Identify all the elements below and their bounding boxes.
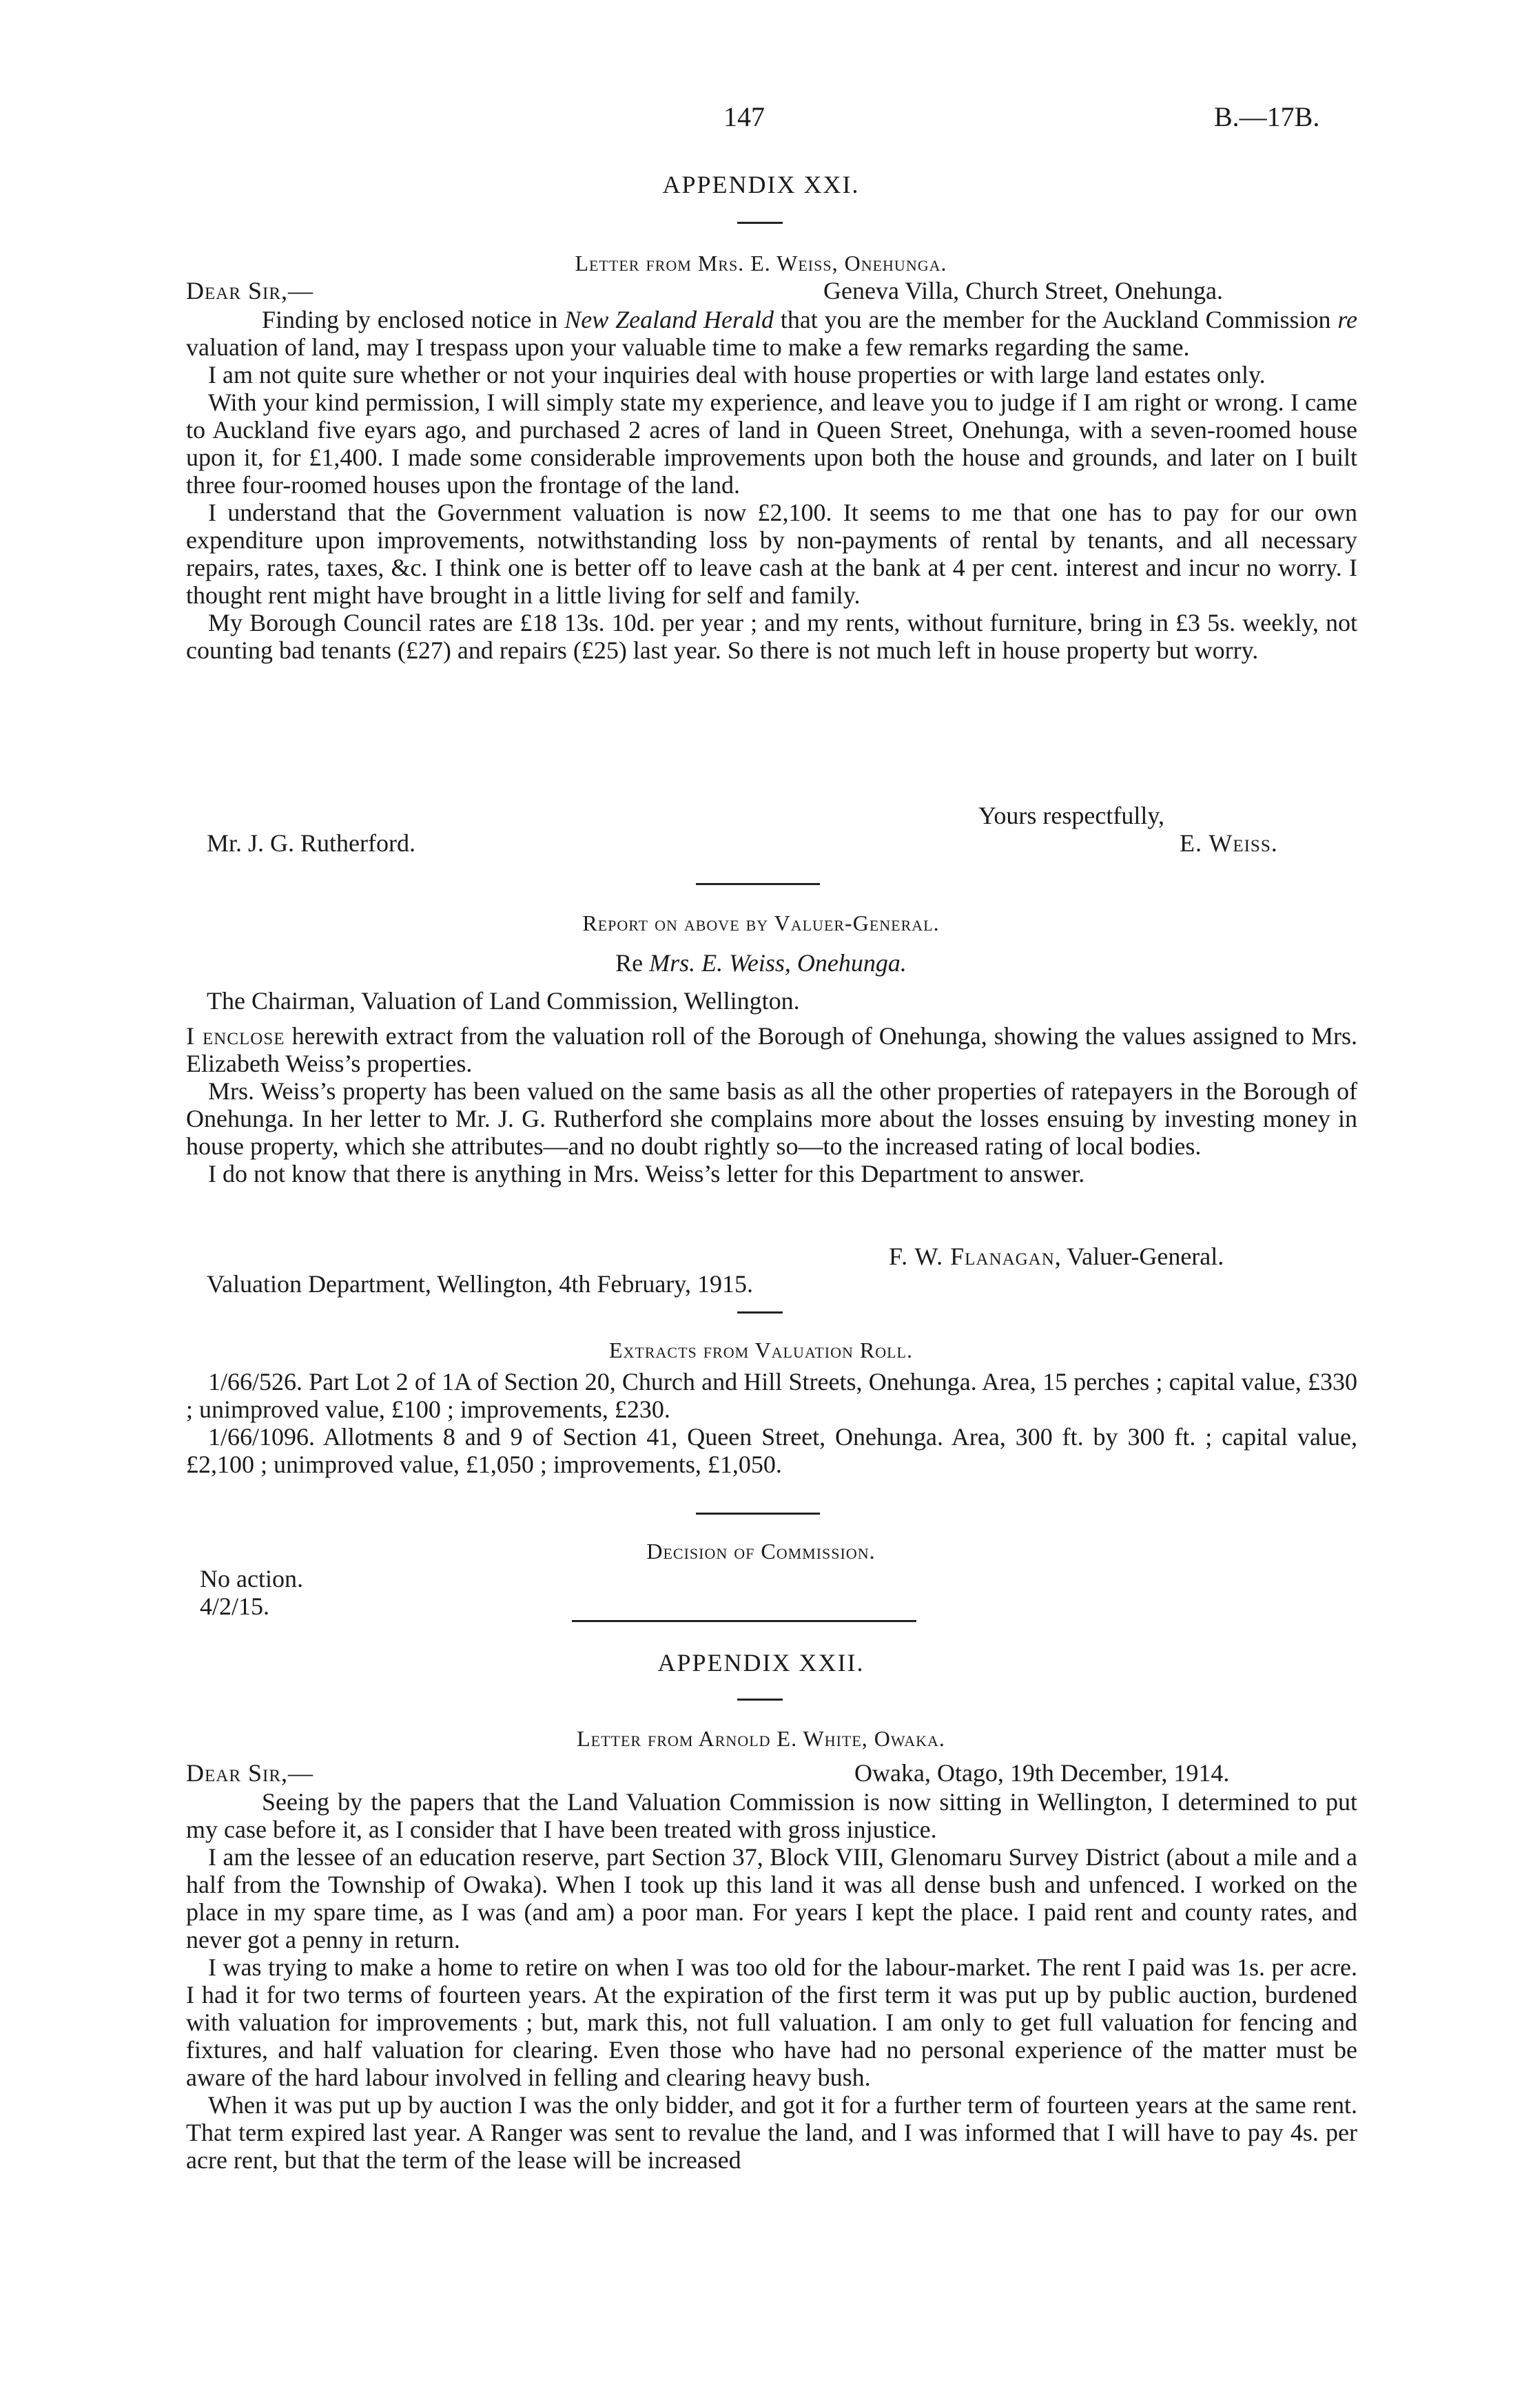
section-divider <box>696 883 820 885</box>
appendix-21-title: APPENDIX XXI. <box>662 171 860 198</box>
valuation-entry-1: 1/66/526. Part Lot 2 of 1A of Section 20, Church and Hill Streets, Onehunga. Area, 15 perches ; capital value, £330 ; unimproved value, £100 ; improvements, £230. <box>186 1368 1357 1423</box>
letter-heading-weiss: Letter from Mrs. E. Weiss, Onehunga. <box>575 251 947 276</box>
weiss-paragraph-1: Finding by enclosed notice in New Zealand Herald that you are the member for the Auckland Commission re valuation of land, may I trespass upon your valuable time to make a few remarks regarding the same. <box>186 306 1358 361</box>
decision-text: No action. <box>200 1565 303 1592</box>
white-paragraph-4: When it was put up by auction I was the only bidder, and got it for a further term of fourteen years at the same rent. That term expired last year. A Ranger was sent to revalue the land, and I was informed that I will have to pay 4s. per acre rent, but that the term of the lease will be increased <box>186 2091 1357 2174</box>
salutation-white: Dear Sir,— <box>186 1759 314 1787</box>
appendix-22-title: APPENDIX XXII. <box>657 1649 865 1677</box>
white-paragraph-1: Seeing by the papers that the Land Valuation Commission is now sitting in Wellington, I determined to put my case before it, as I consider that I have been treated with gross injustice. <box>186 1788 1357 1843</box>
decision-heading: Decision of Commission. <box>646 1539 876 1564</box>
white-paragraph-2: I am the lessee of an education reserve, part Section 37, Block VIII, Glenomaru Survey District (about a mile and a half from the Township of Owaka). When I took up this land it was all dense bush and unfenced. I worked on the place in my spare time, as I was (and am) a poor man. For years I kept the place. I paid rent and county rates, and never got a penny in return. <box>186 1843 1357 1953</box>
weiss-letter-body <box>186 306 1357 664</box>
decision-date: 4/2/15. <box>200 1592 270 1620</box>
short-divider <box>737 1699 783 1701</box>
short-divider <box>737 222 783 224</box>
report-body <box>186 1022 1357 1187</box>
short-divider <box>737 1311 783 1314</box>
weiss-paragraph-3: With your kind permission, I will simply state my experience, and leave you to judge if I am right or wrong. I came to Auckland five eyars ago, and purchased 2 acres of land in Queen Street, Onehunga, with a seven-roomed house upon it, for £1,400. I made some considerable improvements upon both the house and grounds, and later on I built three four-roomed houses upon the frontage of the land. <box>186 388 1357 499</box>
signature-weiss: E. Weiss. <box>1180 829 1278 857</box>
section-divider <box>696 1513 820 1515</box>
letter-heading-white: Letter from Arnold E. White, Owaka. <box>577 1726 945 1751</box>
closing-weiss: Yours respectfully, <box>978 802 1164 829</box>
weiss-paragraph-2: I am not quite sure whether or not your inquiries deal with house properties or with large land estates only. <box>208 361 1266 388</box>
valuation-entry-2: 1/66/1096. Allotments 8 and 9 of Section 41, Queen Street, Onehunga. Area, 300 ft. by 300 ft. ; capital value, £2,100 ; unimproved value, £1,050 ; improvements, £1,050. <box>186 1423 1357 1478</box>
report-addressee: The Chairman, Valuation of Land Commission, Wellington. <box>207 987 800 1015</box>
address-white: Owaka, Otago, 19th December, 1914. <box>854 1759 1230 1787</box>
document-reference: B.—17B. <box>1214 101 1320 132</box>
weiss-paragraph-5: My Borough Council rates are £18 13s. 10d. per year ; and my rents, without furniture, bring in £3 5s. weekly, not counting bad tenants (£27) and repairs (£25) last year. So there is not much left in house property but worry. <box>186 609 1357 664</box>
report-paragraph-2: Mrs. Weiss’s property has been valued on the same basis as all the other properties of ratepayers in the Borough of Onehunga. In her letter to Mr. J. G. Rutherford she complains more about the losses ensuing by investing money in house property, which she attributes—and no doubt rightly so—to the increased rating of local bodies. <box>186 1077 1357 1160</box>
weiss-paragraph-4: I understand that the Government valuation is now £2,100. It seems to me that one has to pay for our own expenditure upon improvements, notwithstanding loss by non-payments of rental by tenants, and all necessary repairs, rates, taxes, &c. I think one is better off to leave cash at the bank at 4 per cent. interest and incur no worry. I thought rent might have brought in a little living for self and family. <box>186 499 1357 609</box>
white-paragraph-3: I was trying to make a home to retire on when I was too old for the labour-market. The rent I paid was 1s. per acre. I had it for two terms of fourteen years. At the expiration of the first term it was put up by public auction, burdened with valuation for improvements ; but, mark this, not full valuation. I am only to get full valuation for fencing and fixtures, and half valuation for clearing. Even those who have had no personal experience of the matter must be aware of the hard labour involved in felling and clearing heavy bush. <box>186 1953 1357 2091</box>
white-letter-body <box>186 1788 1357 2174</box>
address-weiss: Geneva Villa, Church Street, Onehunga. <box>823 277 1224 304</box>
report-paragraph-1: I enclose herewith extract from the valuation roll of the Borough of Onehunga, showing the values assigned to Mrs. Elizabeth Weiss’s properties. <box>186 1022 1357 1077</box>
section-divider-long <box>572 1620 916 1622</box>
extracts-body <box>186 1368 1357 1478</box>
report-paragraph-3: I do not know that there is anything in Mrs. Weiss’s letter for this Department to answer. <box>208 1160 1085 1187</box>
report-dateline: Valuation Department, Wellington, 4th February, 1915. <box>207 1270 753 1298</box>
addressee-rutherford: Mr. J. G. Rutherford. <box>207 829 415 857</box>
extracts-heading: Extracts from Valuation Roll. <box>609 1338 913 1362</box>
report-signature: F. W. Flanagan, Valuer-General. <box>889 1243 1224 1270</box>
salutation-weiss: Dear Sir,— <box>186 277 314 304</box>
page-number: 147 <box>723 101 765 132</box>
report-heading: Report on above by Valuer-General. <box>582 911 940 935</box>
report-re-line: Re Mrs. E. Weiss, Onehunga. <box>615 949 907 977</box>
